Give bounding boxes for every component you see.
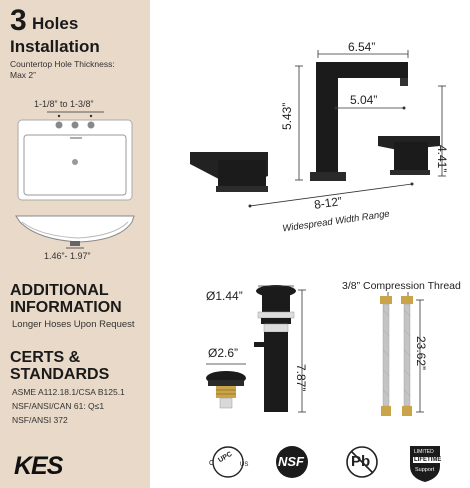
installation-title: Installation [10,37,100,56]
pop-up-drain-icon [254,285,296,412]
spout-length-label: 6.54” [348,40,376,54]
drain-cap-icon [206,371,246,408]
drain-length-label: 7.87” [294,364,308,392]
spread-label: 8-12” [313,194,343,212]
basin-range-label: 1.46”- 1.97” [44,251,91,261]
hose-length-label: 23.62” [414,336,428,371]
hose-thread-title: 3/8” Compression Thread [342,280,461,292]
spacing-a-label: 1-1/8” to 1-3/8” [34,99,94,109]
lifetime-mid-text: LIFETIME [414,457,442,463]
lifetime-bottom-text: Support [415,467,435,473]
additional-title: ADDITIONAL [10,282,109,299]
kes-logo: KES [14,452,63,480]
nsf-text: NSF [278,454,304,469]
supply-hose-right-icon [401,296,413,416]
drain-top-diameter-label: Ø1.44” [206,289,243,303]
upc-text: UPC [217,450,234,465]
thickness-label: Countertop Hole Thickness: [10,59,115,69]
pb-text: Pb [351,453,371,470]
sink-top-view-icon [18,112,132,200]
holes-number: 3 [10,4,27,37]
lifetime-top-text: LIMITED [414,449,434,455]
certs-title: CERTS & [10,349,81,366]
hose-note: Longer Hoses Upon Request [12,319,135,330]
faucet-spout-icon [310,62,408,181]
basin-side-view-icon [16,216,134,248]
thickness-value: Max 2” [10,70,36,80]
spread-range-label: Widespread Width Range [281,208,391,235]
csa-c-text: C [209,460,215,467]
cert-line: NSF/ANSI 372 [12,415,68,425]
holes-word: Holes [32,14,79,33]
standards-title: STANDARDS [10,366,110,383]
spout-height-label: 4.41” [435,145,449,173]
csa-us-text: US [240,462,249,468]
cert-line: ASME A112.18.1/CSA B125.1 [12,387,125,397]
height-label: 5.43” [280,102,294,130]
supply-hose-left-icon [380,296,392,416]
cert-line: NSF/ANSI/CAN 61: Q≤1 [12,401,105,411]
spout-reach-label: 5.04” [350,93,378,107]
drain-cap-diameter-label: Ø2.6” [208,346,239,360]
faucet-right-handle-icon [378,136,440,175]
faucet-left-handle-icon [190,152,268,192]
information-title: INFORMATION [10,299,122,316]
